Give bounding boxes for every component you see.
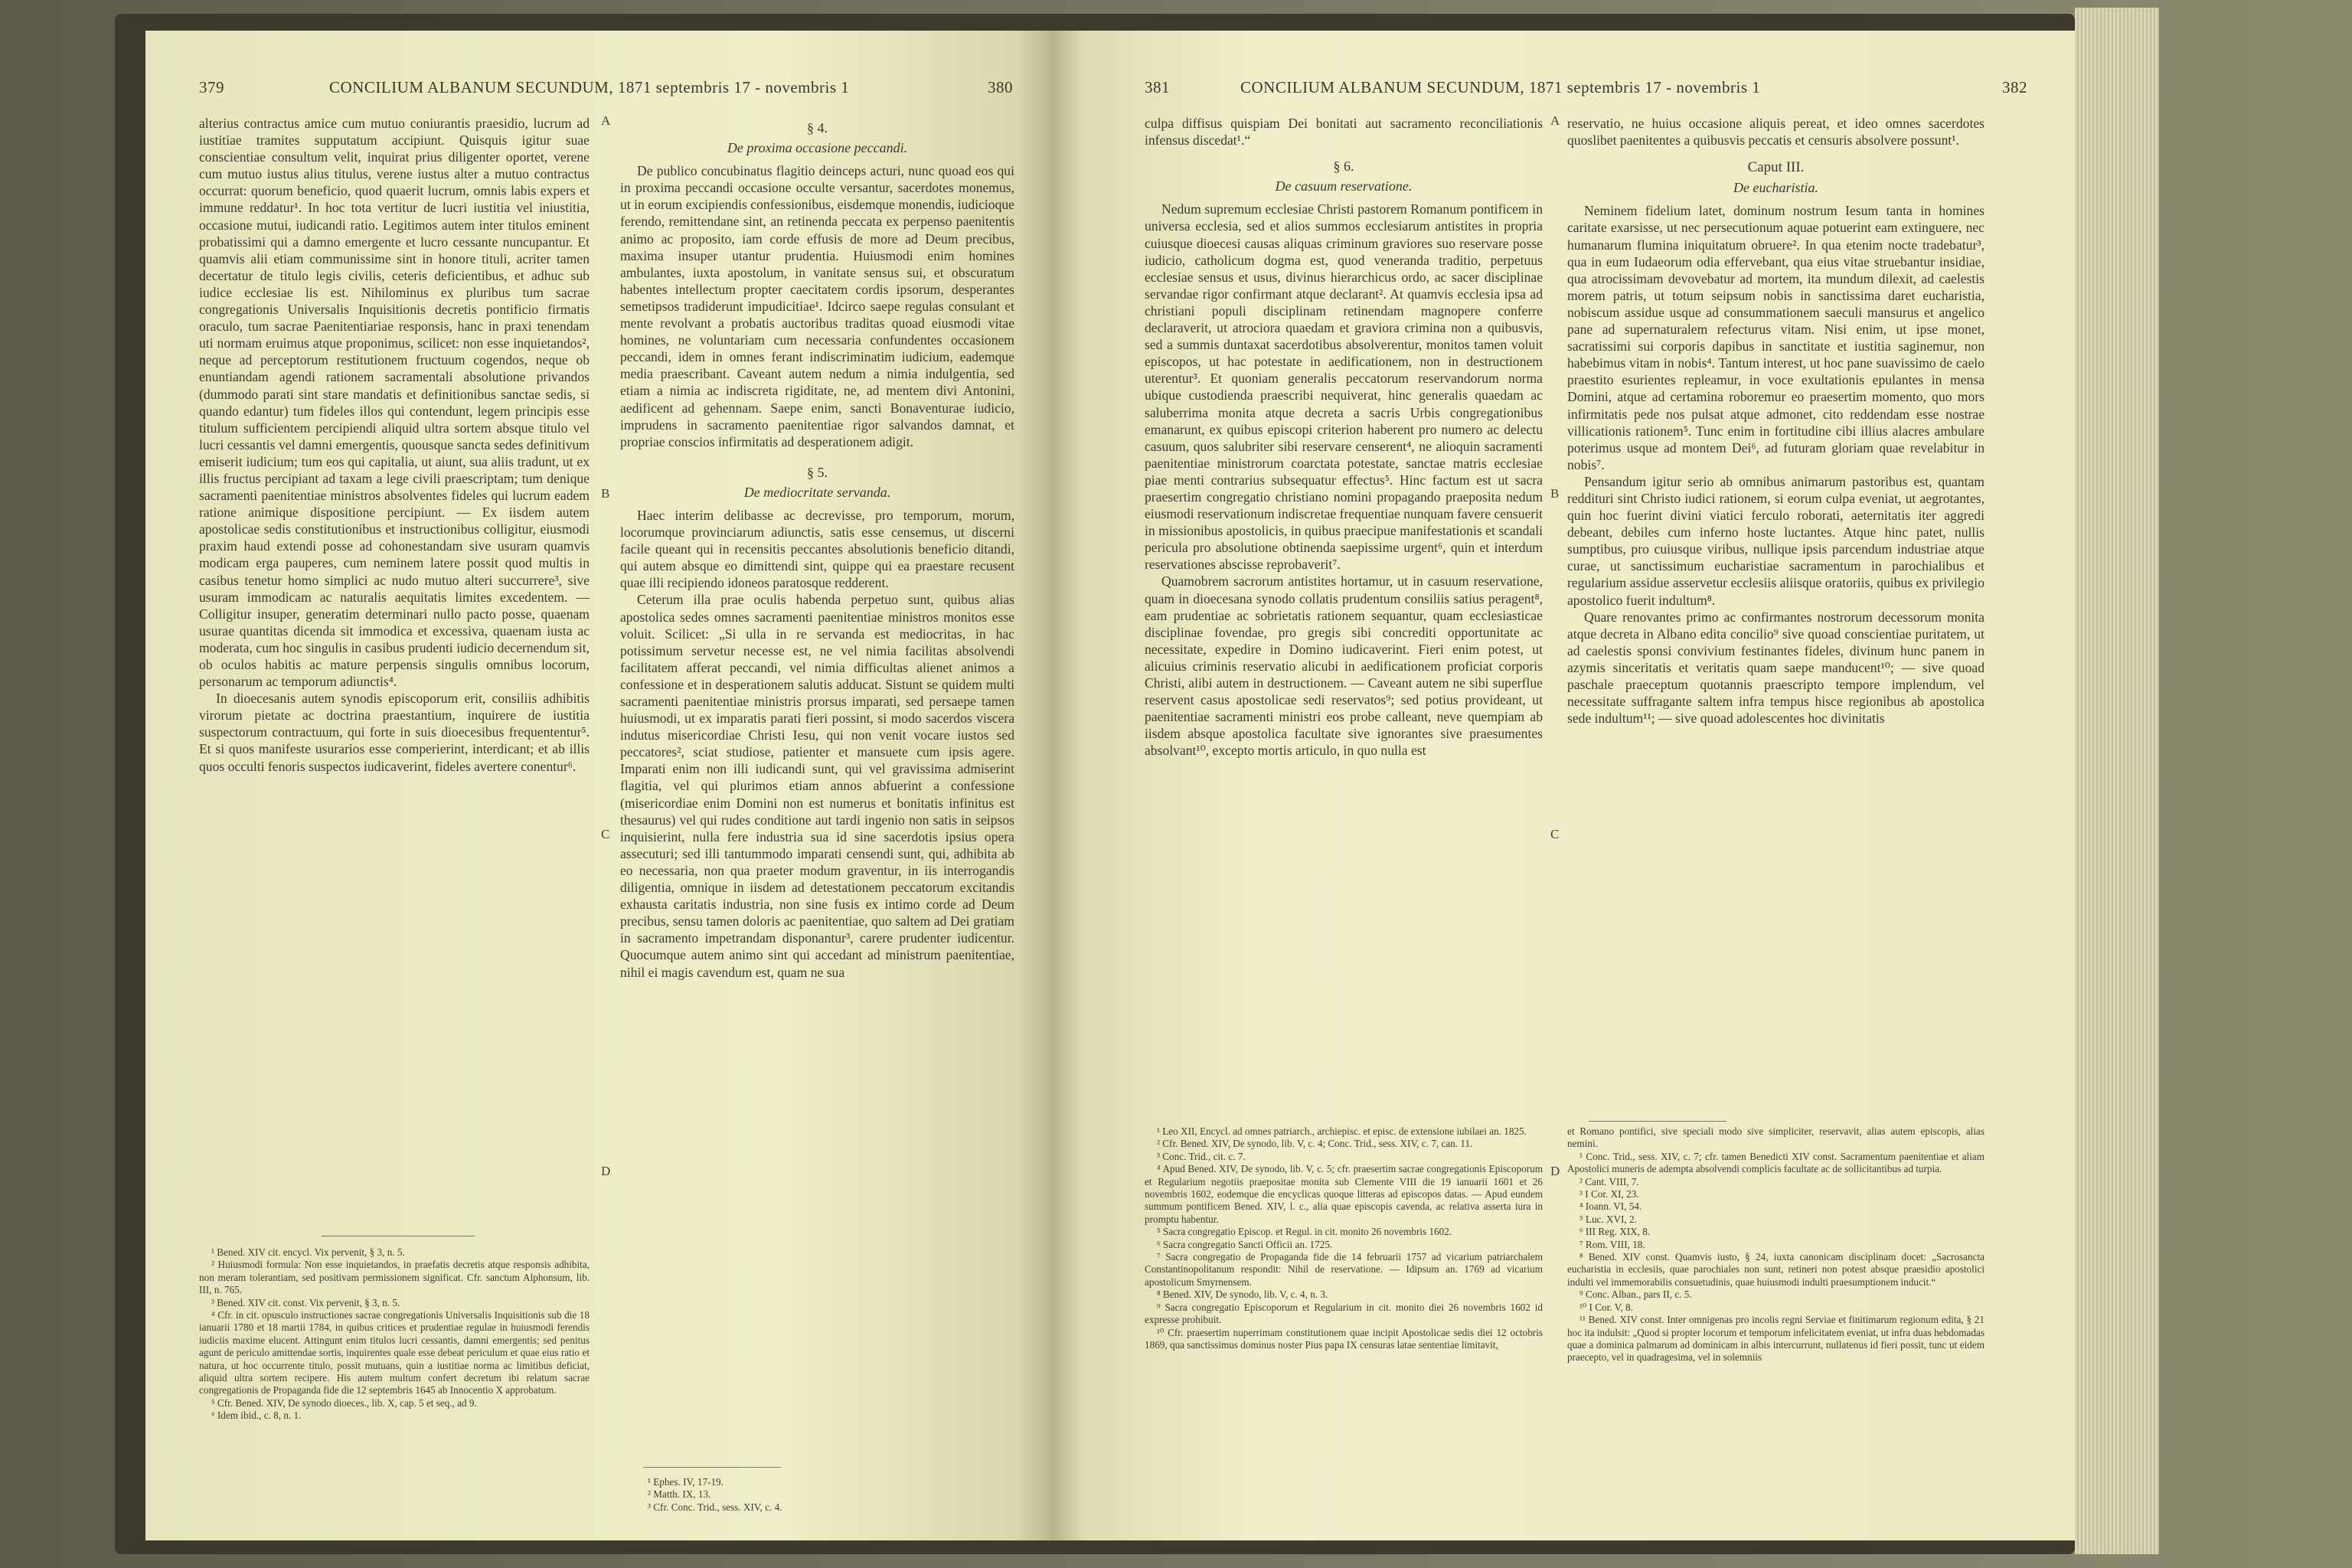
footnote: ⁵ Cfr. Bened. XIV, De synodo dioeces., lib. X, cap. 5 et seq., ad 9.	[211, 1396, 477, 1409]
footnote: ¹ Bened. XIV cit. encycl. Vix pervenit, § 3, n. 5.	[211, 1246, 405, 1258]
margin-letter-a: A	[601, 113, 611, 128]
running-head-right: CONCILIUM ALBANUM SECUNDUM, 1871 septembris 17 - novembris 1	[1240, 78, 1761, 96]
footnote: ³ Cfr. Conc. Trid., sess. XIV, c. 4.	[648, 1501, 782, 1513]
footnote-rule	[643, 1467, 781, 1468]
right-page	[1053, 31, 2075, 1540]
section-number: § 6.	[1333, 158, 1354, 175]
footnote: ⁷ Rom. VIII, 18.	[1579, 1238, 1645, 1250]
margin-letter-b: B	[601, 486, 610, 501]
left-column-2	[620, 115, 1014, 981]
footnote: ⁶ III Reg. XIX, 8.	[1579, 1226, 1651, 1238]
page-number-382: 382	[2002, 78, 2027, 96]
footnote: ⁵ Sacra congregatio Episcop. et Regul. in cit. monito 26 novembris 1602.	[1157, 1226, 1452, 1238]
footnote: ¹⁰ Cfr. praesertim nuperrimam constitutionem quae incipit Apostolicae sedis diei 12 octobris 1869, qua sanctissimus dominus noster Pius papa IX censuras latae sententiae limitavit,	[1145, 1326, 1543, 1351]
margin-letter-b: B	[1550, 486, 1560, 501]
paragraph-reservatio: reservatio, ne huius occasione aliquis pereat, et ideo omnes sacerdotes quoslibet paenitentes a quibusvis peccatis et censuris absolvere possunt¹.	[1567, 116, 1984, 149]
footnote-rule	[1589, 1121, 1726, 1122]
section-title: De proxima occasione peccandi.	[727, 140, 908, 156]
section-number: § 5.	[807, 464, 828, 480]
margin-letter-c: C	[601, 827, 610, 841]
right-footnotes-1	[1145, 1125, 1543, 1351]
section-title: De casuum reservatione.	[1275, 178, 1413, 194]
footnote: ² Cfr. Bened. XIV, De synodo, lib. V, c. 4; Conc. Trid., sess. XIV, c. 7, can. 11.	[1157, 1138, 1473, 1150]
right-footnotes-2	[1567, 1125, 1984, 1364]
footnote: ² Huiusmodi formula: Non esse inquietandos, in praefatis decretis atque responsis adhibita, non meram tolerantiam, sed positivam permissionem significat. Cfr. sanctum Alphonsum, lib. III, n. 765.	[199, 1259, 590, 1296]
page-number-380: 380	[988, 78, 1013, 96]
footnote: ⁴ Cfr. in cit. opusculo instructiones sacrae congregationis Universalis Inquisitionis sub die 18 ianuarii 1780 et 18 martii 1784, in quibus critices et prudentiae regulae in huiusmodi ferendis iudiciis maxime elucent. Attingunt enim titulos lucri cessantis, damni emergentis; sed penitus agunt de periculo amittendae sortis, inquirentes quale esse debeat periculum et quae eius ratio et natura, ut hoc occurrente titulo, possit mutuans, quin a iustitiae norma ac limitibus deficiat, aliquid ultra sortem recipere. His autem multum confert decretum ibi relatum sacrae congregationis de Propaganda fide die 12 septembris 1645 ab Innocentio X approbatum.	[199, 1309, 590, 1396]
footnote: et Romano pontifici, sive speciali modo sive simpliciter, reservavit, alias autem episcopis, alias nemini.	[1567, 1125, 1984, 1150]
paragraph-ministers: Ceterum illa prae oculis habenda perpetuo sunt, quibus alias apostolica sedes omnes sacramenti paenitentiae ministros monitos esse voluit. Scilicet: „Si ulla in re servanda est mediocritas, in hac potissimum servetur necesse est, ne vel nimia facilitas absolvendi facilitatem afferat peccandi, vel nimia difficultas alienet animos a confessione et in desperationem salutis adducat. Sistunt se quidem multi sacramenti paenitentiae ministris prorsus imparati, sed persaepe tamen huiusmodi, ut ex imparatis parati fieri possint, si modo sacerdos viscera indutus misericordiae Christi Iesu, qui non venit vocare iustos sed peccatores², sciat studiose, patienter et mansuete cum ipsis agere. Imparati enim non illi iudicandi sunt, qui vel gravissima admiserint flagitia, vel qui plurimos etiam annos abfuerint a confessione (misericordiae enim Domini non est numerus et bonitatis infinitus est thesaurus) vel qui rudes conditione aut tardi ingenio non satis in seipsos inquisierint, nulla fere industria sua id sine sacerdotis ipsius opera assecuturi; sed illi tantummodo imparati censendi sunt, qui, adhibita ab eo necessaria, non qua praeter modum graventur, in iis interrogandis diligentia, omnique in iisdem ad detestationem peccatorum excitandis exhausta caritatis industria, non sine fusis ex intimo corde ad Deum precibus, sensu tamen doloris ac paenitentiae, quo saltem ad Dei gratiam in sacramento impetrandam disponantur³, carere prudenter iudicentur. Quocumque autem animo sint qui accedant ad ministrum paenitentiae, nihil ei magis cavendum est, quam ne sua	[620, 592, 1014, 980]
paragraph-eucharist: Neminem fidelium latet, dominum nostrum Iesum tanta in homines caritate exarsisse, ut nec persecutionum aquae potuerint eam extinguere, nec humanarum flumina iniquitatum obruere². In qua etenim nocte tradebatur³, qua in eum Iudaeorum odia effervebant, qua eius vitae struebantur insidiae, qua atrocissimam devovebatur ad mortem, ita mundum dilexit, ad caelestis morem patris, ut totum seipsum nobis in sanctissima daret eucharistia, nobiscum assidue usque ad consummationem saeculi mansurus et angelico pane ad supernaturalem refecturus vitam. Nisi enim, ut ipse monet, sacratissimi sui corporis dapibus in sanctitate et iustitia saginemur, non habebimus vitam in nobis⁴. Tantum interest, ut hoc pane suavissimo de caelo praestito esurientes repleamur, in voce exultationis epulantes in mensa Domini, atque ad certamina roboremur eo praesertim momento, quo mors infirmitatis pede nos pulsat atque admonet, cito reddendam esse nostrae villicationis rationem⁵. Tunc enim in fortitudine cibi illius alacres ambulare poterimus usque ad montem Dei⁶, ad futuram gloriam quae revelabitur in nobis⁷.	[1567, 203, 1984, 472]
running-head-left: CONCILIUM ALBANUM SECUNDUM, 1871 septembris 17 - novembris 1	[329, 78, 850, 96]
footnote: ⁹ Conc. Alban., pars II, c. 5.	[1579, 1289, 1692, 1301]
footnote: ⁸ Bened. XIV const. Quamvis iusto, § 24, iuxta canonicam disciplinam docet: „Sacrosancta eucharistia in ecclesiis, quae parochiales non sunt, retineri non potest absque praesidio apostolici indulti vel immemorabilis consuetudinis, quae huiusmodi indulti praesumptionem inducit.“	[1567, 1251, 1984, 1288]
footnote: ² Matth. IX, 13.	[648, 1488, 711, 1501]
footnote: ² Cant. VIII, 7.	[1579, 1175, 1639, 1187]
footnote: ¹¹ Bened. XIV const. Inter omnigenas pro incolis regni Serviae et finitimarum regionum edita, § 21 hoc ita indulsit: „Quod si propter locorum et temporum infelicitatem eveniat, ut infra duas hebdomadas quae a dominica palmarum ad dominicam in albis intercurrunt, nullatenus id fieri possit, tunc ut eidem praecepto, vel in quadragesima, vel in solemniis	[1567, 1314, 1984, 1364]
chapter-number: Caput III.	[1747, 159, 1805, 176]
left-page	[145, 31, 1053, 1540]
footnote: ⁶ Idem ibid., c. 8, n. 1.	[211, 1410, 302, 1422]
paragraph-occasion: De publico concubinatus flagitio deinceps acturi, nunc quoad eos qui in proxima peccandi occasione occulte versantur, sacerdotes monemus, ut in eorum excipiendis confessionibus, eisdemque monendis, iudicioque ferendo, remittendane sint, an retinenda peccata ex perpenso paenitentis animo ac proposito, iam corde effusis de more ad Deum precibus, maxima insuper utantur prudentia. Huiusmodi enim homines ambulantes, iuxta apostolum, in vanitate sensus sui, et obscuratum habentes intellectum propter caecitatem cordis ipsorum, desperantes semetipsos tradiderunt impudicitiae¹. Idcirco saepe regulas consulant et mente revolvant a probatis auctoribus traditas quoad eiusmodi vitae homines, ne voluntariam cum necessaria confundentes occasionem peccandi, idem in omnes ferant indiscriminatim iudicium, eademque media praescribant. Caveant autem nedum a nimia indulgentia, sed etiam a nimia ac indiscreta rigiditate, ne, ad mentem divi Antonini, aedificent ad gehennam. Saepe enim, sancti Bonaventurae iudicio, imprudens in sacramento paenitentiae rigor salvandos damnat, et propriae conscios infirmitatis ad desperationem adigit.	[620, 163, 1014, 449]
page-number-381: 381	[1145, 78, 1170, 96]
paragraph-pastors: Pensandum igitur serio ab omnibus animarum pastoribus est, quantam reddituri sint Christo iudici rationem, si eorum culpa eveniat, ut aegrotantes, quin hoc fuerint divini viatici ferculo roborati, aeternitatis iter aggredi debeant, debiles cum inferno hoste luctantes. Atque hinc patet, nullis sumptibus, pro cuiusque viribus, nullique ipsis parcendum industriae atque curae, ut sanctissimum eucharistiae sacramentum in parochialibus et regularium assidue asservetur ecclesiis aliisque oratoriis, quibus ex privilegio apostolico fuerit indultum⁸.	[1567, 473, 1984, 608]
footnote: ⁹ Sacra congregatio Episcoporum et Regularium in cit. monito diei 26 novembris 1602 id expresse prohibuit.	[1145, 1301, 1543, 1326]
paragraph-usury: alterius contractus amice cum mutuo coniurantis praesidio, lucrum ad iustitiae tramites supputatum accipiunt. Quisquis igitur suae conscientiae consultum velit, inquirat prius diligenter oportet, verene cum mutuo iustus alius titulus, verene iustus alter a mutuo contractus occurrat: quorum beneficio, quod quaerit lucrum, omnis labis expers et immune reddatur¹. In hoc tota vertitur de lucri iustitia vel iniustitia, occasione mutui, iudicandi ratio. Legitimos autem inter titulos eminent probatissimi qui a damno emergente et lucro cessante nuncupantur. Et quamvis alii etiam communissime sint in honore tituli, acriter tamen decertatur de titulo legis civilis, ceteris deficientibus, et adhuc sub iudice ecclesiae lis est. Nihilominus ex pluribus tum sacrae congregationis Universalis Inquisitionis decretis pontificio firmatis oraculo, tum sacrae Paenitentiariae responsis, hanc in praxi tenendam uti normam eruimus atque proponimus, scilicet: non esse inquietandos², neque ad perceptorum restitutionem fructuum cogendos, neque ob enuntiandam agendi rationem sacramentali absolutione privandos (dummodo parati sint stare mandatis et definitionibus sanctae sedis, si quando edantur) tum fideles illos qui contendunt, legem principis esse titulum sufficientem percipiendi aliquid ultra sortem absque titulo vel lucri cessantis vel damni emergentis, quousque sancta sedes definitivum emiserit iudicium; tum eos qui capitalia, ut aiunt, sua aliis tradunt, ut ex illis fructus percipiant ad taxam a lege civili praescriptam; tum denique sacramenti paenitentiae ministros absolventes fideles qui lucrum eadem ratione animique dispositione percipiunt. — Ex iisdem autem apostolicae sedis constitutionibus et instructionibus colligitur, eiusmodi praxim haud extendi posse ad cohonestandam sive usuram quamvis modicam erga pauperes, cum neminem latere possit quod multis in casibus tenetur homo simplici ac nudo mutuo alteri succurrere³, sive usuram immodicam ac naturalis aequitatis limites excedentem. — Colligitur insuper, generatim determinari nullo pacto posse, quaenam usurae quantitas dicenda sit immodica et excessiva, quaenam iusta ac moderata, cum hoc singulis in casibus prudenti iudicio decernendum sit, ob oculos habitis ac mature perpensis singulis omnibus locorum, personarum ac temporum adiunctis⁴.	[199, 116, 590, 690]
margin-letter-a: A	[1550, 113, 1560, 128]
page-edges	[2075, 8, 2159, 1554]
page-number-379: 379	[199, 78, 224, 96]
footnote: ³ Bened. XIV cit. const. Vix pervenit, § 3, n. 5.	[211, 1296, 400, 1308]
footnote: ⁵ Luc. XVI, 2.	[1579, 1213, 1637, 1225]
chapter-title: De eucharistia.	[1733, 180, 1818, 196]
left-footnotes-1	[199, 1246, 590, 1423]
right-column-1	[1145, 115, 1543, 759]
footnote: ⁸ Bened. XIV, De synodo, lib. V, c. 4, n. 3.	[1157, 1289, 1328, 1301]
footnote: ⁶ Sacra congregatio Sancti Officii an. 1725.	[1157, 1238, 1333, 1250]
left-column-1	[199, 115, 590, 775]
section-title: De mediocritate servanda.	[743, 484, 891, 500]
margin-letter-c: C	[1550, 827, 1560, 841]
paragraph-renewal: Quare renovantes primo ac confirmantes nostrorum decessorum monita atque decreta in Albano edita concilio⁹ sive quoad conscientiae puritatem, ut ad caelestis sponsi convivium festinantes fideles, divinum hunc panem in azymis sinceritatis et veritatis quam saepe manducent¹⁰; — sive quoad paschale praeceptum quotannis praescripto tempore implendum, vel necessitate suffragante saltem infra tempus hisce regionibus ab apostolica sede indultum¹¹; — sive quoad adolescentes hoc divinitatis	[1567, 609, 1984, 727]
left-footnotes-2	[635, 1476, 1014, 1514]
right-column-2	[1567, 115, 1984, 727]
footnote: ¹ Leo XII, Encycl. ad omnes patriarch., archiepisc. et episc. de extensione iubilaei an. 1825.	[1157, 1125, 1527, 1137]
paragraph-bishops: Quamobrem sacrorum antistites hortamur, ut in casuum reservatione, quam in dioecesana synodo collatis prudentum consiliis satius peragent⁸, eam prudentiae ac sobrietatis rationem sequantur, quam ecclesiasticae disciplinae fovendae, pro gregis sibi concrediti opportunitate ac necessitate, expedire in Domino iudicaverint. Fieri enim potest, ut alicuius criminis reservatio alicubi in aedificationem proficiat corporis Christi, alibi autem in destructionem. — Caveant autem ne sibi superflue reservent casus apostolicae sedi reservatos⁹; sed potius provideant, ut paenitentiae sacramenti ministri eos probe calleant, neve quempiam ab iisdem absque apostolica facultate sive ignorantes sive praesumentes absolvant¹⁰, excepto mortis articulo, in quo nulla est	[1145, 573, 1543, 759]
paragraph-synods: In dioecesanis autem synodis episcoporum erit, consiliis adhibitis virorum pietate ac doctrina praestantium, inquirere de iustitia suspectorum contractuum, qui forte in suis dioecesibus frequententur⁵. Et si quos manifeste usurarios esse comperierint, interdicant; et ab illis quos occulti fenoris suspectos iudicaverint, fideles avertere conentur⁶.	[199, 691, 590, 774]
footnote: ³ I Cor. XI, 23.	[1579, 1188, 1639, 1200]
section-number: § 4.	[807, 120, 828, 136]
footnote: ⁷ Sacra congregatio de Propaganda fide die 14 februarii 1757 ad vicarium patriarchalem Constantinopolitanum respondit: Nihil de reservatione. — Idipsum an. 1769 ad vicarium apostolicum Smyrnensem.	[1145, 1251, 1543, 1288]
footnote: ³ Conc. Trid., cit. c. 7.	[1157, 1150, 1246, 1162]
footnote: ⁴ Ioann. VI, 54.	[1579, 1200, 1642, 1213]
margin-letter-d: D	[601, 1164, 611, 1178]
paragraph-mediocrity: Haec interim delibasse ac decrevisse, pro temporum, morum, locorumque provinciarum adiunctis, satis esse censemus, ut discerni facile queant qui in recensitis peccantes absolutionis beneficio ditandi, qui autem absque eo dimittendi sint, quippe qui ea praestare recusent quae illi recipiendo idoneos paratosque redderent.	[620, 507, 1014, 591]
footnote: ¹ Conc. Trid., sess. XIV, c. 7; cfr. tamen Benedicti XIV const. Sacramentum paenitentiae et aliam Apostolici muneris de adempta absolvendi complicis facultate ac de sollicitantibus ad turpia.	[1567, 1150, 1984, 1175]
footnote: ⁴ Apud Bened. XIV, De synodo, lib. V, c. 5; cfr. praesertim sacrae congregationis Episcoporum et Regularium negotiis praepositae monita sub Clemente VIII die 19 ianuarii 1601 et 26 novembris 1602, eodemque die encyclicas quoque litteras ad episcopos datas. — Apud eundem summum pontificem Bened. XIV, l. c., alia quae episcopis cavenda, ac relativa asserta iura in promptu habentur.	[1145, 1163, 1543, 1225]
footnote: ¹⁰ I Cor. V, 8.	[1579, 1301, 1633, 1313]
margin-letter-d: D	[1550, 1164, 1560, 1178]
paragraph-culpa: culpa diffisus quispiam Dei bonitati aut sacramento reconciliationis infensus discedat¹.“	[1145, 116, 1543, 149]
footnote: ¹ Ephes. IV, 17-19.	[648, 1476, 724, 1488]
paragraph-reservation: Nedum supremum ecclesiae Christi pastorem Romanum pontificem in universa ecclesia, sed et alios summos ecclesiarum antistites in propria cuiusque dioecesi causas aliquas criminum graviores suo reservare posse iudicio, catholicum dogma est, quod veneranda traditio, perpetuus ecclesiae sensus et usus, divinus hierarchicus ordo, ac sacer disciplinae servandae rigor confirmant atque declarant². At quamvis ecclesia ipsa ad christiani populi disciplinam retinendam magnopere conferre declaraverit, ut atrociora quaedam et graviora crimina non a quibusvis, sed a summis duntaxat sacerdotibus absolverentur, monitos tamen voluit episcopos, ut hac potestate in aedificationem, non in destructionem uterentur³. Et quoniam generalis peccatorum reservandorum norma ubique custodienda praescribi nequiverat, hinc generalis quaedam ac saluberrima monita atque decreta a sacris Urbis congregationibus emanarunt, ex quibus episcopi criterion haberent pro numero ac delectu casuum, quos salubriter sibi reservare censerent⁴, ne alioquin sacramenti paenitentiae ministrorum coarctata potestate, sanctae matris ecclesiae piae menti contrarius subsequatur effectus⁵. Hinc factum est ut sacra praesertim congregatio christiano nomini propagando praeposita nedum eiusmodi reservationum indiscretae frequentiae nunquam favere censuerit in missionibus apostolicis, in quibus praecipue manifestationis et scandali pericula pro absolutione obtinenda saepissime urgent⁶, quin et interdum reservationes abscisse reprobaverit⁷.	[1145, 201, 1543, 573]
